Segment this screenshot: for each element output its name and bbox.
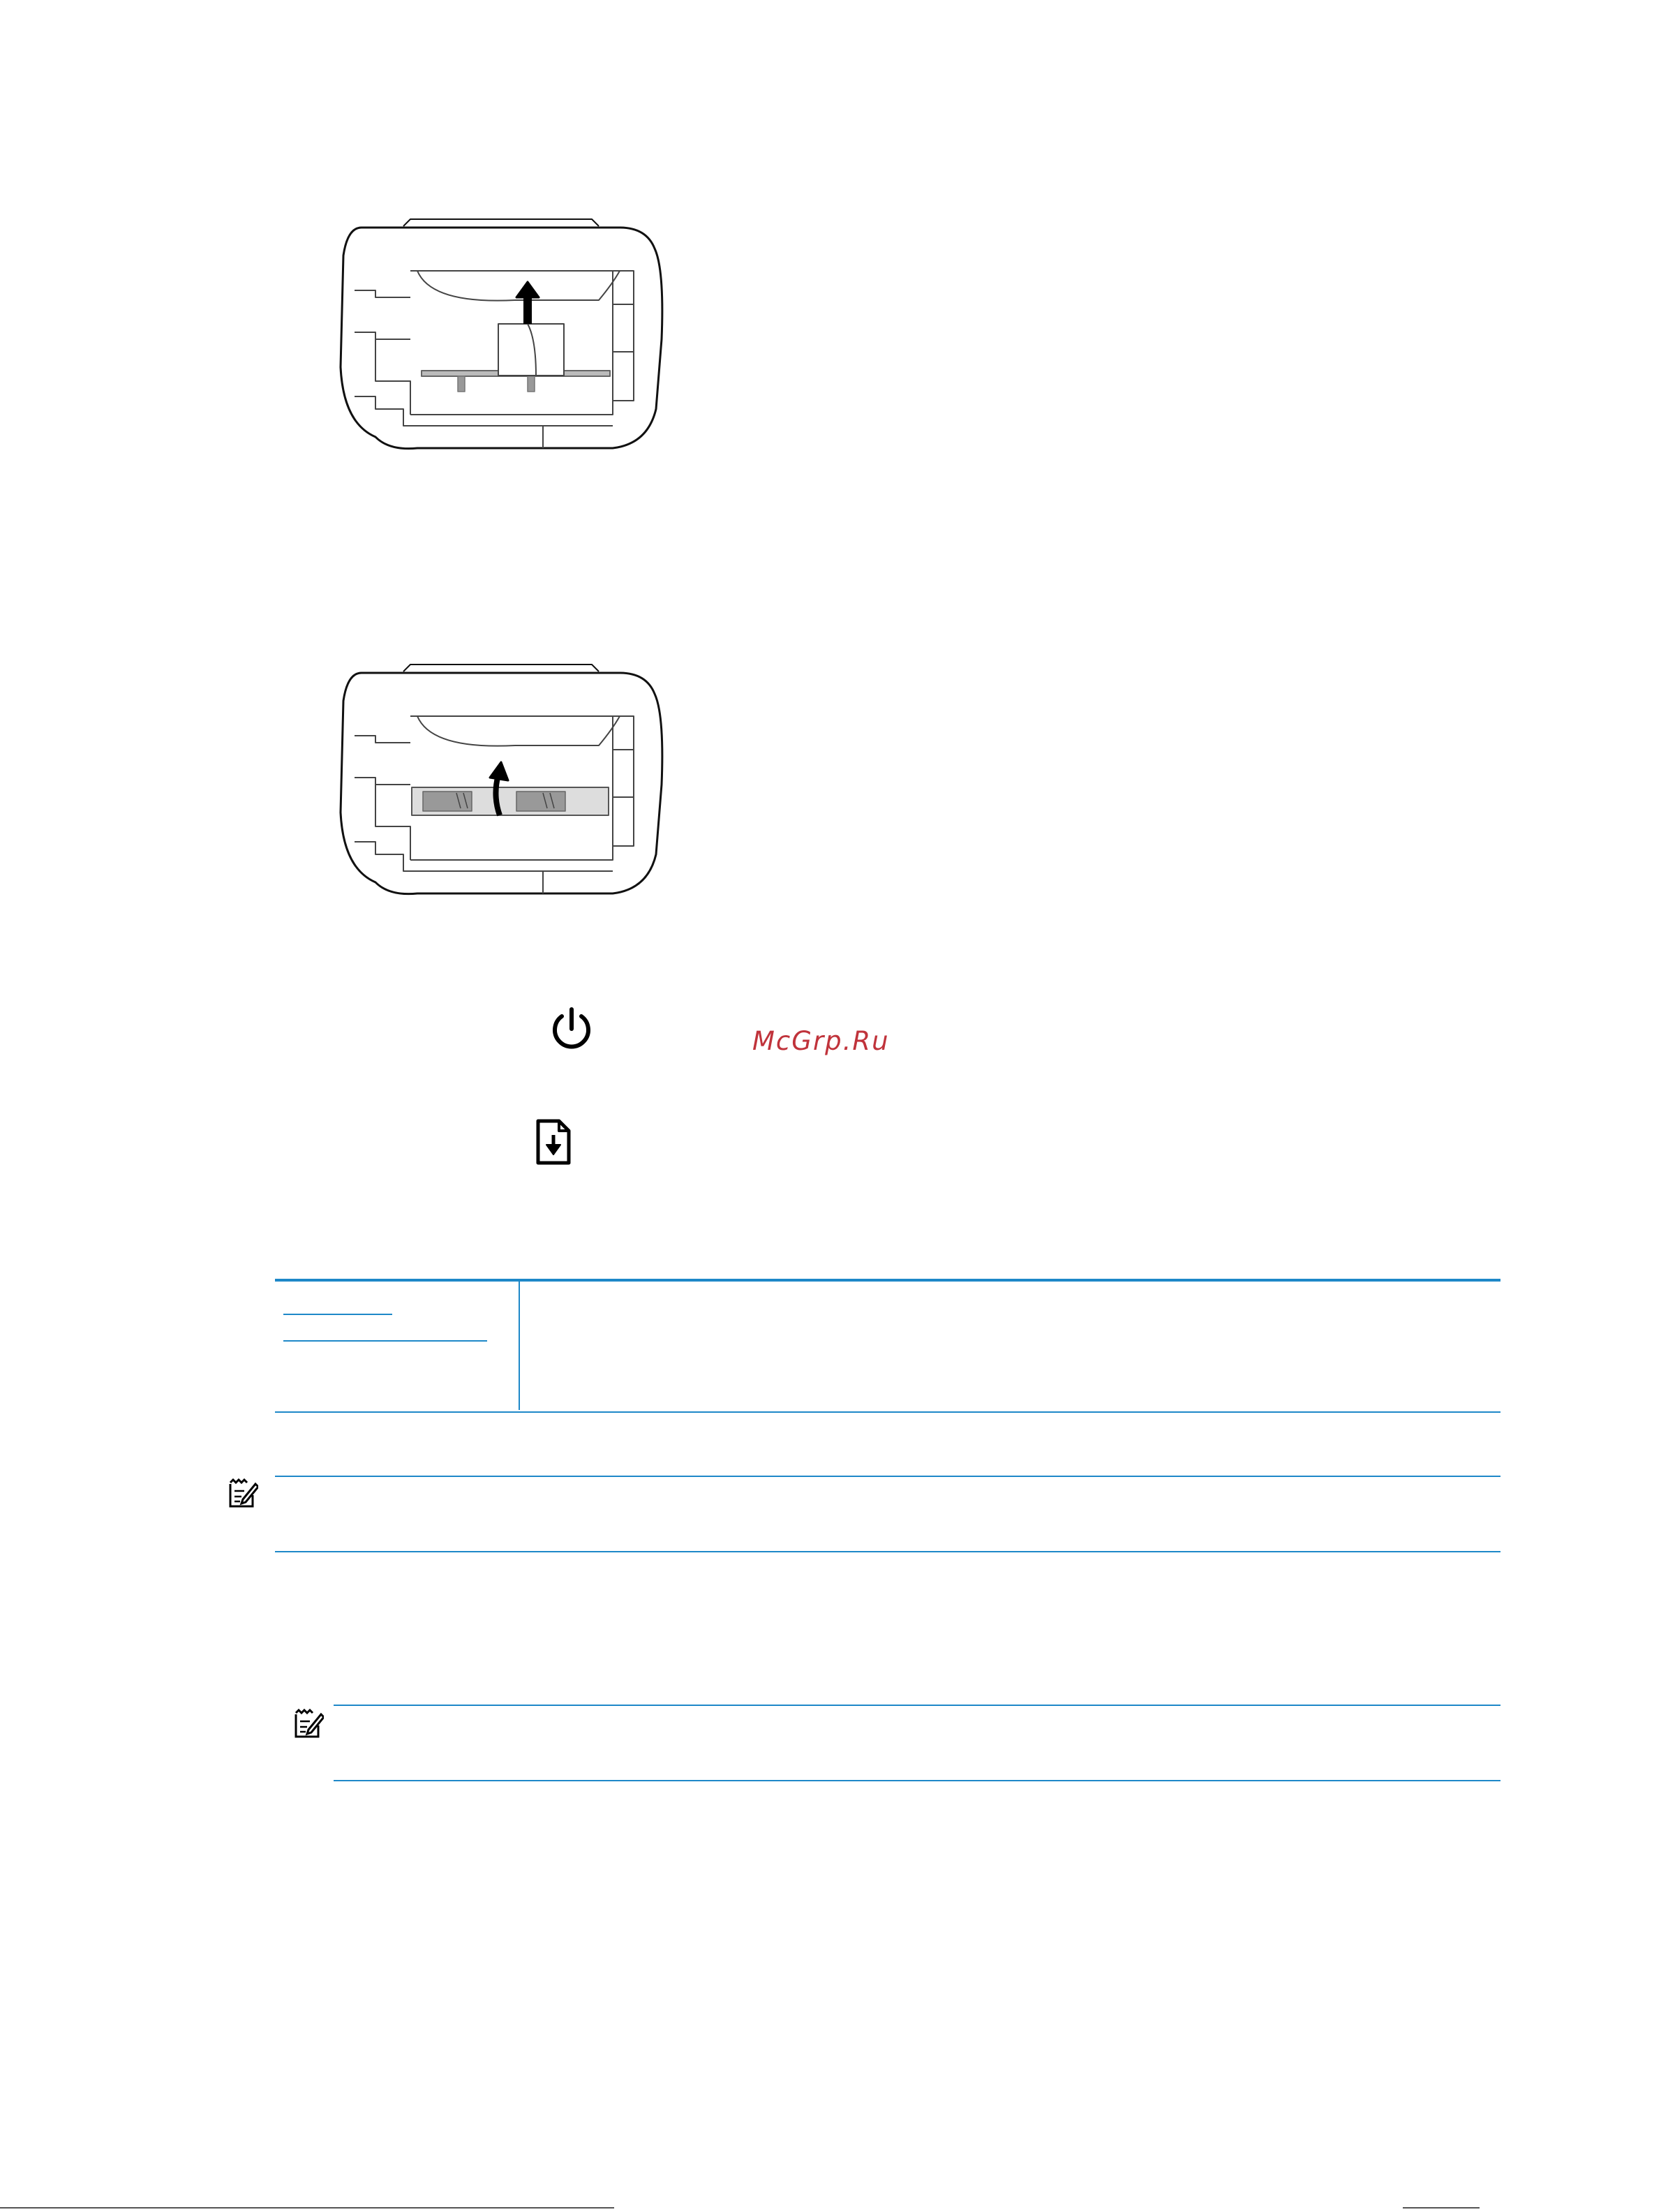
footer-rule-left (0, 2207, 614, 2209)
info-table (275, 1279, 1500, 1413)
table-column-divider (519, 1282, 520, 1410)
note-rule-top-1 (275, 1476, 1500, 1477)
watermark: McGrp.Ru (752, 1026, 890, 1056)
note-icon (293, 1709, 324, 1739)
note-icon (228, 1478, 258, 1509)
table-link-1[interactable] (283, 1314, 392, 1315)
footer-rule-right (1403, 2207, 1480, 2209)
resume-document-icon (534, 1118, 573, 1166)
power-icon (549, 1005, 595, 1054)
printer-jam-illustration-2 (334, 659, 669, 896)
note-rule-bottom-2 (334, 1780, 1500, 1781)
printer-jam-illustration-1 (334, 214, 669, 451)
note-rule-bottom-1 (275, 1551, 1500, 1552)
table-link-2[interactable] (283, 1340, 487, 1342)
note-rule-top-2 (334, 1705, 1500, 1706)
